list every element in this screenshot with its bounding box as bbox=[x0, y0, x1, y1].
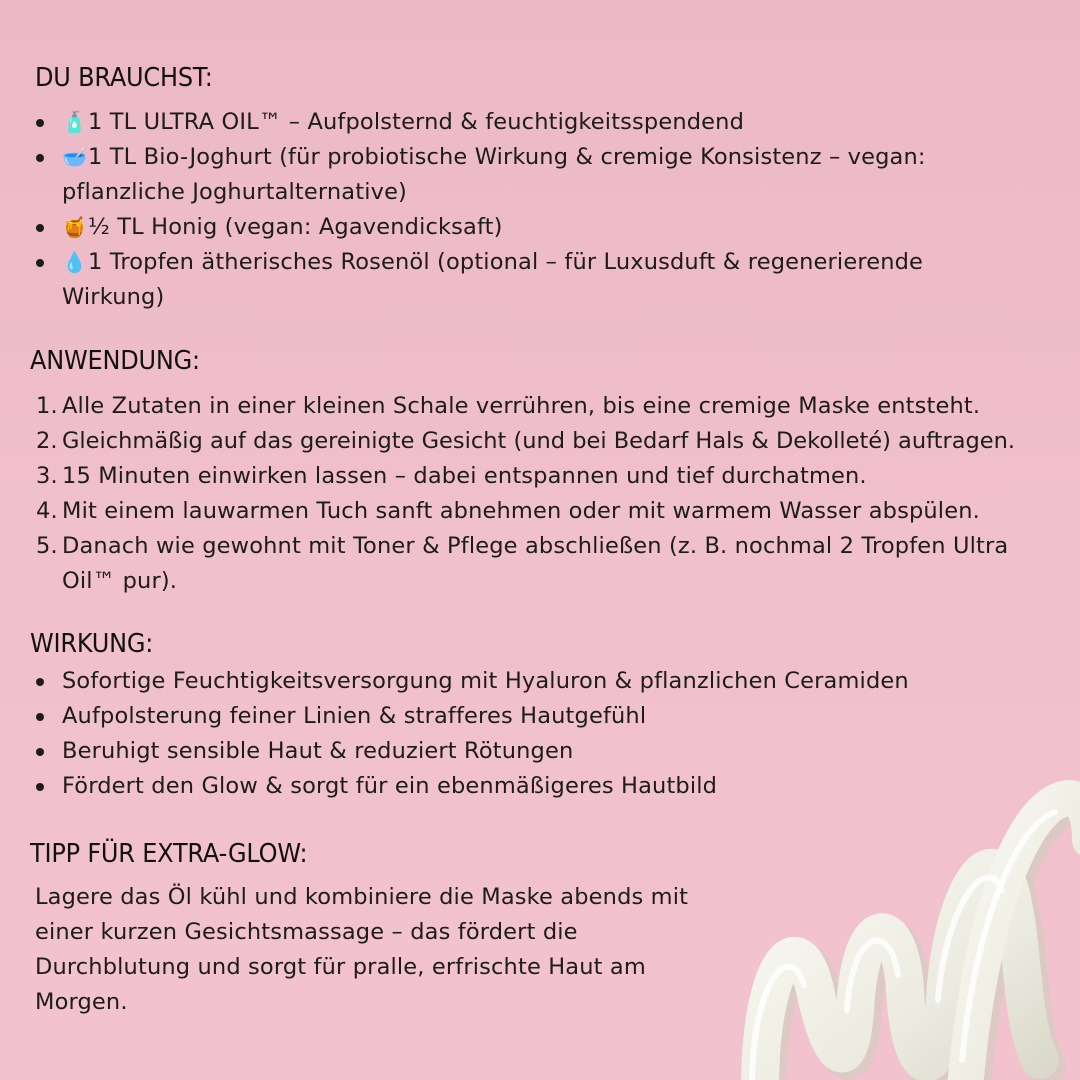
step-item bbox=[30, 459, 1080, 494]
application-steps bbox=[30, 389, 1080, 599]
step-item bbox=[30, 529, 1062, 599]
step-number: 3. bbox=[36, 463, 58, 489]
list-item bbox=[30, 210, 1030, 245]
list-item-text: ½ TL Honig (vegan: Agavendicksaft) bbox=[88, 214, 503, 240]
lotion-bottle-icon: 🧴 bbox=[62, 110, 88, 134]
step-number: 2. bbox=[36, 428, 58, 454]
list-item-text: 1 Tropfen ätherisches Rosenöl (optional – für Luxusduft & regenerierende Wirkung) bbox=[62, 249, 924, 310]
honey-pot-icon: 🍯 bbox=[62, 215, 88, 239]
step-text: Gleichmäßig auf das gereinigte Gesicht (und bei Bedarf Hals & Dekolleté) auftragen. bbox=[62, 428, 1016, 454]
application-heading: ANWENDUNG: bbox=[30, 345, 200, 376]
tip-heading: TIPP FÜR EXTRA-GLOW: bbox=[30, 838, 308, 869]
step-text: Danach wie gewohnt mit Toner & Pflege abschließen (z. B. nochmal 2 Tropfen Ultra Oil™ pur). bbox=[62, 533, 1009, 594]
step-item bbox=[30, 424, 1080, 459]
list-item bbox=[30, 105, 1030, 140]
list-item-text: 1 TL Bio-Joghurt (für probiotische Wirkung & cremige Konsistenz – vegan: pflanzliche Joghurtalternative) bbox=[62, 144, 926, 205]
list-item-text: 1 TL ULTRA OIL™ – Aufpolsternd & feuchtigkeitsspendend bbox=[88, 109, 745, 135]
step-number: 5. bbox=[36, 533, 58, 559]
step-item bbox=[30, 389, 1080, 424]
list-item bbox=[30, 245, 1030, 315]
effect-heading: WIRKUNG: bbox=[30, 628, 154, 659]
step-number: 4. bbox=[36, 498, 58, 524]
step-item bbox=[30, 494, 1080, 529]
list-item: Sofortige Feuchtigkeitsversorgung mit Hyaluron & pflanzlichen Ceramiden bbox=[30, 664, 1030, 699]
droplet-icon: 💧 bbox=[62, 250, 88, 274]
step-number: 1. bbox=[36, 393, 58, 419]
needs-heading: DU BRAUCHST: bbox=[35, 62, 213, 93]
needs-list bbox=[30, 105, 1030, 315]
list-item: Beruhigt sensible Haut & reduziert Rötungen bbox=[30, 734, 1030, 769]
list-item: Fördert den Glow & sorgt für ein ebenmäßigeres Hautbild bbox=[30, 769, 1030, 804]
cream-swirl-image bbox=[740, 760, 1080, 1080]
bowl-icon: 🥣 bbox=[62, 145, 88, 169]
list-item: Aufpolsterung feiner Linien & strafferes Hautgefühl bbox=[30, 699, 1030, 734]
step-text: Alle Zutaten in einer kleinen Schale verrühren, bis eine cremige Maske entsteht. bbox=[62, 393, 981, 419]
step-text: Mit einem lauwarmen Tuch sanft abnehmen oder mit warmem Wasser abspülen. bbox=[62, 498, 980, 524]
list-item bbox=[30, 140, 1030, 210]
tip-text: Lagere das Öl kühl und kombiniere die Maske abends mit einer kurzen Gesichtsmassage – das fördert die Durchblutung und sorgt für pralle, erfrischte Haut am Morgen. bbox=[35, 884, 689, 1015]
step-text: 15 Minuten einwirken lassen – dabei entspannen und tief durchatmen. bbox=[62, 463, 867, 489]
